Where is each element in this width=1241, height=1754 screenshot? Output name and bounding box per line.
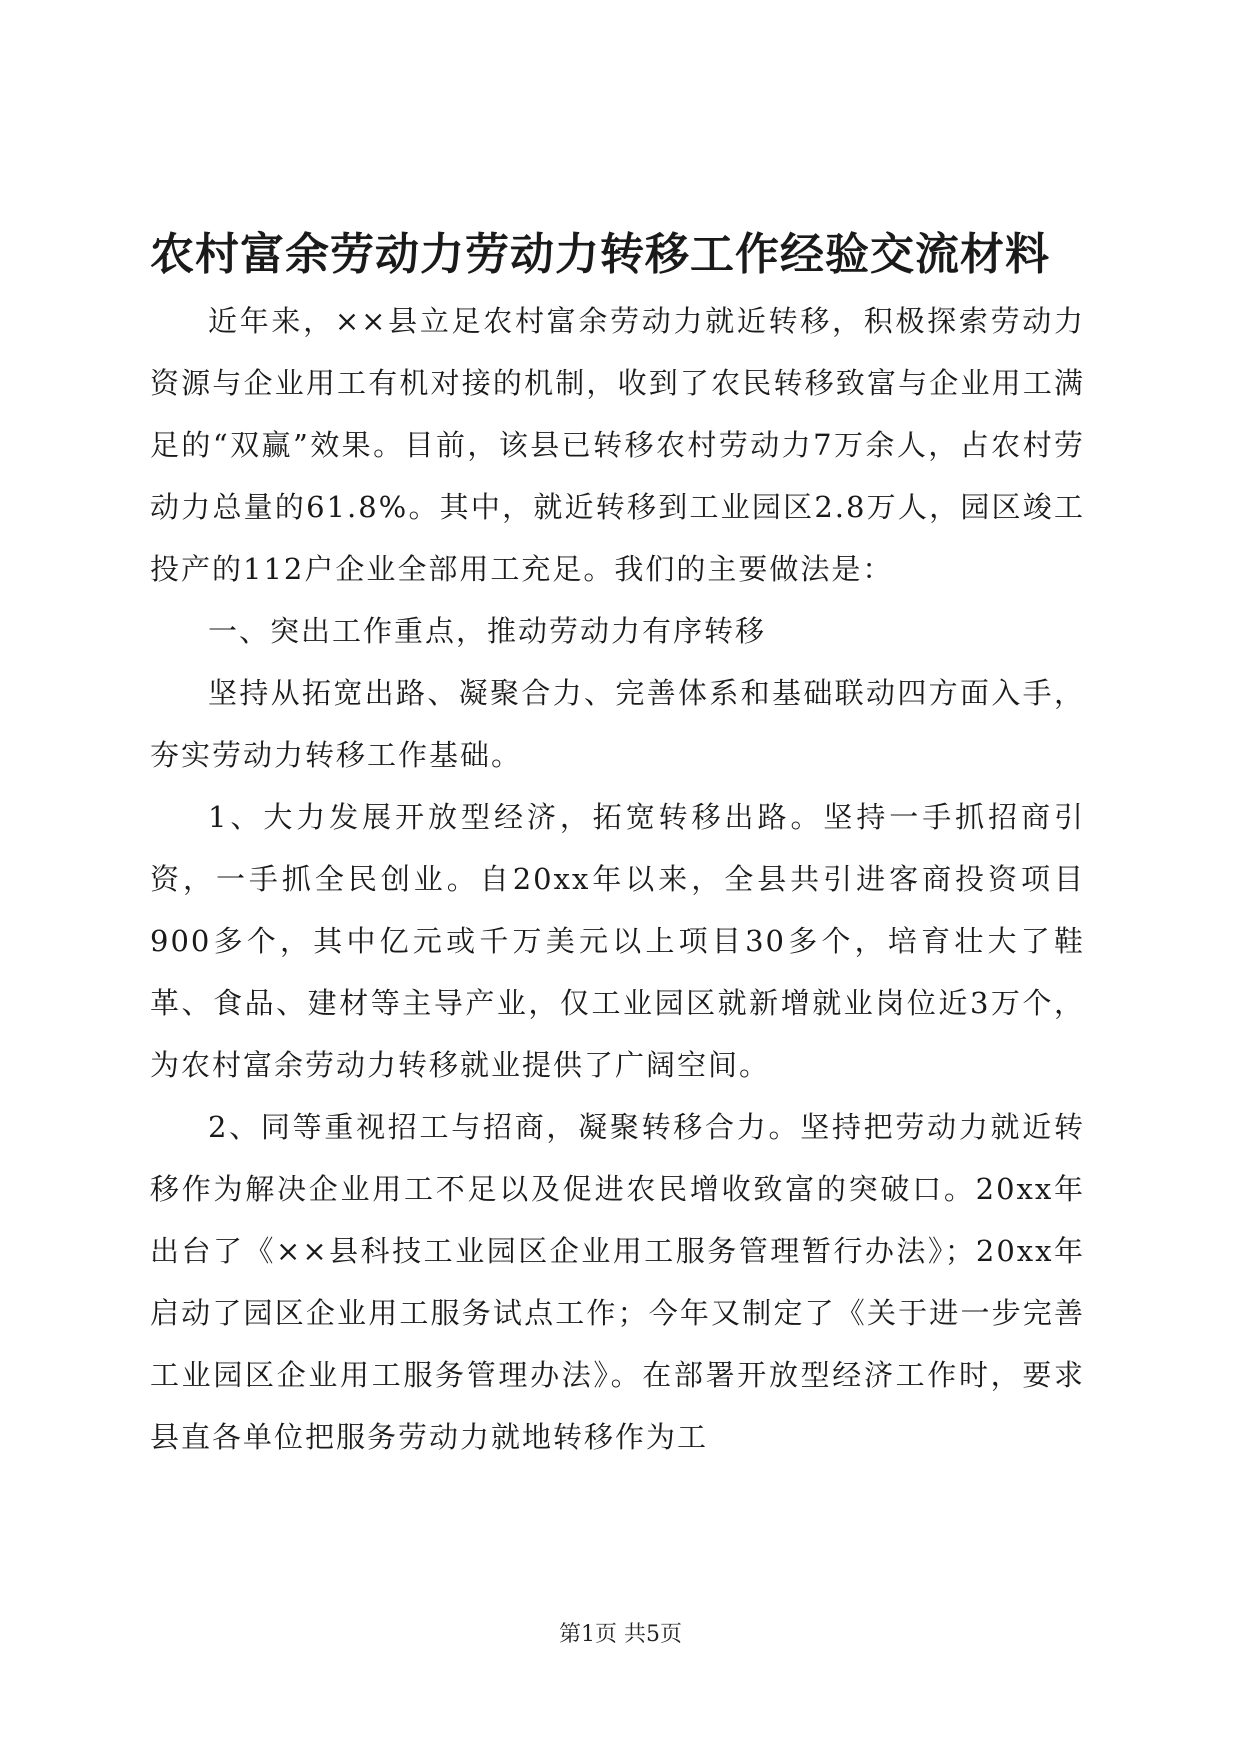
section-summary-paragraph: 坚持从拓宽出路、凝聚合力、完善体系和基础联动四方面入手，夯实劳动力转移工作基础。 xyxy=(150,676,1085,772)
intro-paragraph: 近年来，××县立足农村富余劳动力就近转移，积极探索劳动力资源与企业用工有机对接的机制，收到了农民转移致富与企业用工满足的“双赢”效果。目前，该县已转移农村劳动力7万余人，占农村劳动力总量的61.8%。其中，就近转移到工业园区2.8万人，园区竣工投产的112户企业全部用工充足。我们的主要做法是： xyxy=(150,304,1085,586)
page-number-footer: 第1页 共5页 xyxy=(559,1622,682,1647)
document-title: 农村富余劳动力劳动力转移工作经验交流材料 xyxy=(150,229,1050,280)
section-heading: 一、突出工作重点，推动劳动力有序转移 xyxy=(208,614,767,648)
document-body xyxy=(150,290,1085,1468)
point-2-paragraph: 2、同等重视招工与招商，凝聚转移合力。坚持把劳动力就近转移作为解决企业用工不足以及促进农民增收致富的突破口。20xx年出台了《××县科技工业园区企业用工服务管理暂行办法》；20xx年启动了园区企业用工服务试点工作；今年又制定了《关于进一步完善工业园区企业用工服务管理办法》。在部署开放型经济工作时，要求县直各单位把服务劳动力就地转移作为工 xyxy=(150,1110,1085,1454)
point-1-paragraph: 1、大力发展开放型经济，拓宽转移出路。坚持一手抓招商引资，一手抓全民创业。自20xx年以来，全县共引进客商投资项目900多个，其中亿元或千万美元以上项目30多个，培育壮大了鞋革、食品、建材等主导产业，仅工业园区就新增就业岗位近3万个，为农村富余劳动力转移就业提供了广阔空间。 xyxy=(150,800,1085,1082)
